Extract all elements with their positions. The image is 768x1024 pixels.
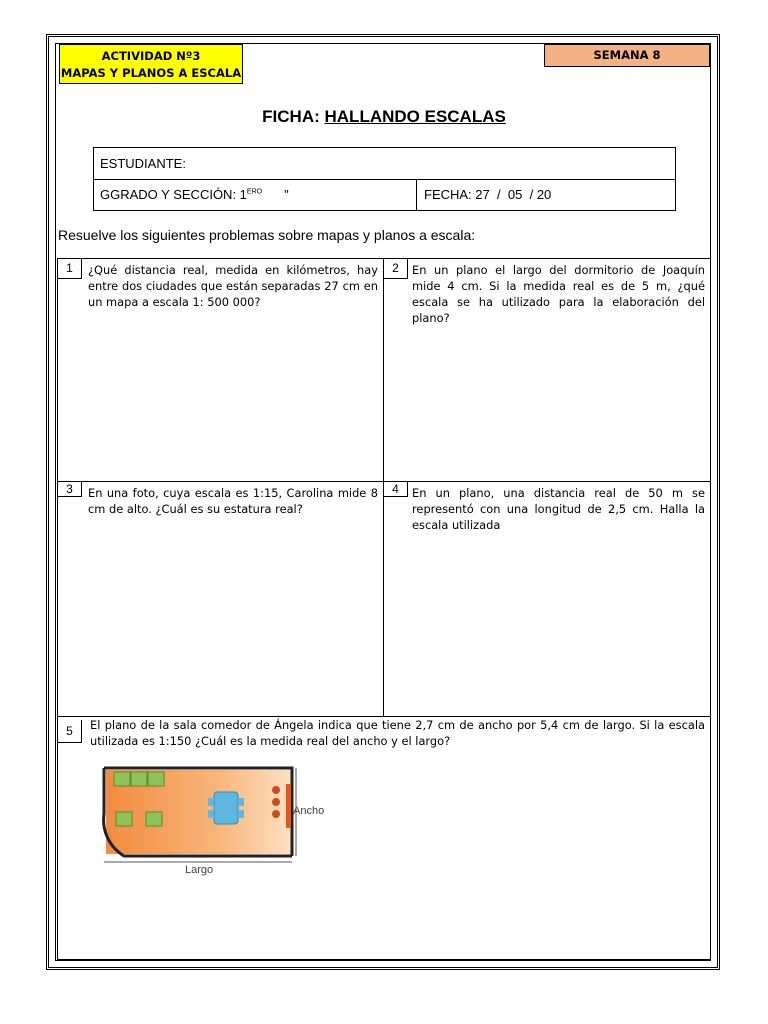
row-divider — [416, 179, 417, 210]
title-prefix: FICHA: — [262, 107, 320, 126]
grade-date-row — [94, 179, 675, 210]
chair-icon — [148, 772, 164, 786]
instructions: Resuelve los siguientes problemas sobre mapas y planos a escala: — [58, 227, 476, 243]
plant-icon — [272, 810, 280, 818]
page-title — [0, 107, 768, 127]
length-label: Largo — [185, 864, 214, 876]
title-main: HALLANDO ESCALAS — [324, 107, 506, 126]
problem-number: 2 — [384, 259, 408, 279]
student-label: ESTUDIANTE: — [100, 156, 186, 171]
chair-icon — [146, 812, 162, 826]
date-sep-1: / — [497, 187, 501, 202]
problem-text: En un plano, una distancia real de 50 m se representó con una longitud de 2,5 cm. Halla la escala utilizada — [412, 486, 705, 532]
date-sep-2: / — [529, 187, 534, 202]
problem-text: ¿Qué distancia real, medida en kilómetros, hay entre dos ciudades que están separadas 27 cm en un mapa a escala 1: 500 000? — [88, 263, 378, 309]
problem-number: 5 — [58, 720, 82, 743]
grade-label — [100, 187, 289, 202]
problem-text: El plano de la sala comedor de Ángela indica que tiene 2,7 cm de ancho por 5,4 cm de largo. Si la escala utilizada es 1:150 ¿Cuál es la medida real del ancho y el largo? — [90, 718, 705, 748]
problem-cell-4 — [383, 481, 711, 717]
seat-icon — [208, 798, 214, 806]
plant-icon — [272, 786, 280, 794]
problem-number: 3 — [58, 482, 82, 497]
student-row — [94, 148, 675, 180]
activity-box — [59, 44, 243, 84]
problem-cell-2 — [383, 258, 711, 482]
problem-text: En un plano el largo del dormitorio de Joaquín mide 4 cm. Si la medida real es de 5 m, ¿qué escala se ha utilizado para la elaboración del plano? — [412, 263, 705, 325]
width-label: Ancho — [293, 805, 325, 817]
problem-number: 4 — [384, 482, 408, 497]
problem-number: 1 — [58, 259, 82, 279]
student-info-table — [93, 147, 676, 211]
date-year: 20 — [536, 187, 552, 202]
seat-icon — [208, 810, 214, 818]
activity-subtitle: MAPAS Y PLANOS A ESCALA — [60, 66, 242, 80]
seat-icon — [238, 798, 244, 806]
grade-section: " — [284, 187, 289, 202]
problem-cell-1 — [57, 258, 384, 482]
plant-icon — [272, 798, 280, 806]
activity-title: ACTIVIDAD Nº3 — [101, 49, 201, 63]
chair-icon — [116, 812, 132, 826]
grade-superscript: ERO — [246, 188, 263, 196]
date-field — [424, 187, 551, 202]
problem-text: En una foto, cuya escala es 1:15, Carolina mide 8 cm de alto. ¿Cuál es su estatura real? — [88, 486, 378, 516]
seat-icon — [238, 810, 244, 818]
date-day: 27 — [475, 187, 490, 202]
grade-text: GGRADO Y SECCIÓN: 1 — [100, 187, 247, 202]
room-floor-plan — [100, 764, 340, 879]
dining-table-icon — [214, 792, 238, 824]
date-month: 05 — [507, 187, 523, 202]
date-label: FECHA: — [424, 187, 472, 202]
chair-icon — [114, 772, 130, 786]
problem-cell-3 — [57, 481, 384, 717]
week-box: SEMANA 8 — [544, 44, 710, 67]
chair-icon — [131, 772, 147, 786]
window-icon — [286, 784, 291, 828]
